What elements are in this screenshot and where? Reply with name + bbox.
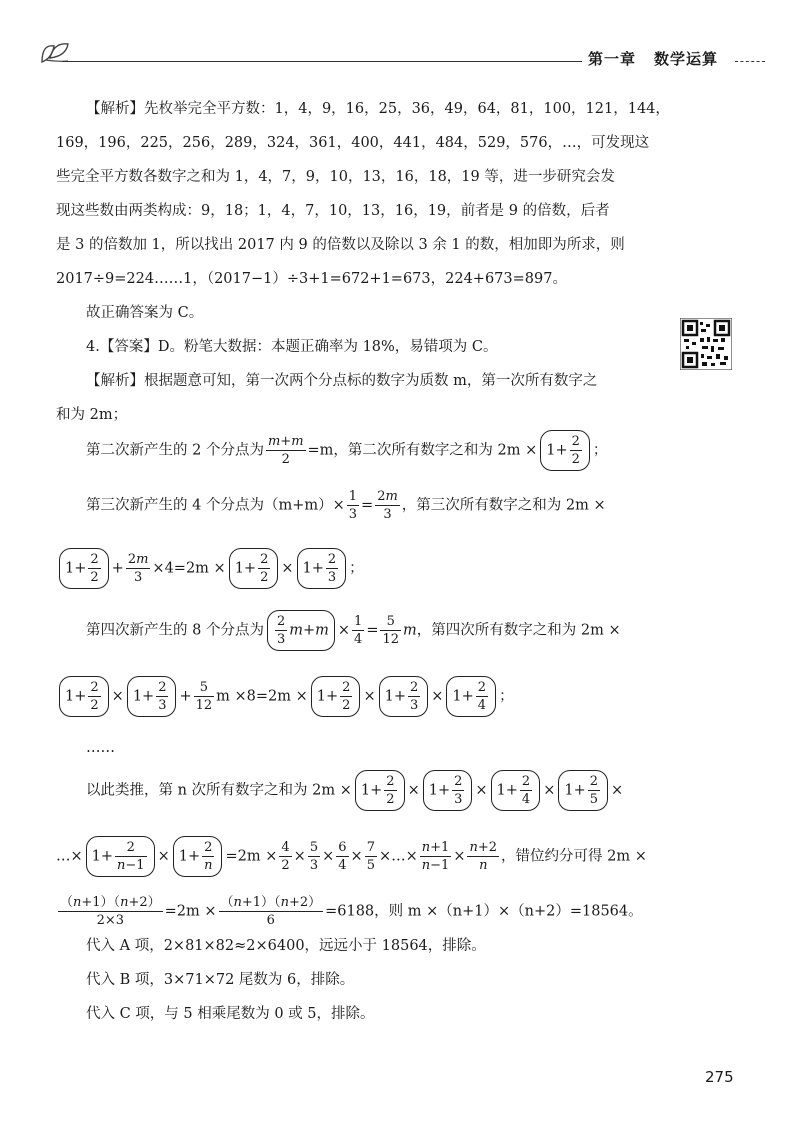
parenthesis-group: 1+ $\frac{2}{3}$ [127, 676, 177, 717]
fraction: $\frac{m+m}{2}$ [267, 434, 304, 467]
math-line-third: 第三次新产生的 4 个分点为（m+m）× $\frac{1}{3}$ = $\frac{2m}{3}$ ，第三次所有数字之和为 2m × [86, 489, 606, 522]
chapter-title [588, 48, 736, 69]
text-span: =6188，则 m ×（n+1）×（n+2）=18564。 [325, 903, 643, 920]
fraction: $\frac{5}{12}$ [195, 680, 213, 713]
text-line: 【解析】根据题意可知，第一次两个分点标的数字为质数 m，第一次所有数字之 [86, 373, 598, 389]
text-line: 和为 2m； [56, 407, 128, 423]
parenthesis-group: 1+ $\frac{2}{2}$ [311, 676, 361, 717]
fraction: $\frac{1}{4}$ [354, 614, 363, 647]
text-span: ，第三次所有数字之和为 2m × [401, 497, 606, 514]
parenthesis-group: 1+ $\frac{2}{3}$ [423, 770, 473, 811]
fraction: $\frac{2m}{3}$ [127, 552, 149, 585]
text-span: ×4=2m × [152, 560, 226, 577]
math-line-final [56, 894, 643, 929]
fraction: $\frac{(n+1)(n+2)}{2\times 3}$ [60, 895, 161, 928]
text-span: 以此类推，第 n 次所有数字之和为 2m × [86, 782, 352, 799]
parenthesis-group: 1+ $\frac{2}{4}$ [446, 676, 496, 717]
text-span: 第二次新产生的 2 个分点为 [86, 442, 264, 459]
qr-code-icon [680, 318, 732, 370]
text-span: m ×8=2m × [216, 688, 308, 705]
chapter-number: 第一章 [588, 50, 637, 68]
fraction: $\frac{5}{12}$ [382, 614, 400, 647]
math-line-second: 第二次新产生的 2 个分点为 $\frac{m+m}{2}$ =m，第二次所有数字之和为 2m × 1+ $\frac{2}{2}$ ； [86, 430, 607, 471]
parenthesis-group: 1+ $\frac{2}{n}$ [173, 836, 223, 877]
text-line: 【解析】先枚举完全平方数：1，4，9，16，25，36，49，64，81，100，121，144， [86, 101, 670, 117]
parenthesis-group: $\frac{2}{3}$ m+m [267, 610, 335, 651]
parenthesis-group: 1+ $\frac{2}{n-1}$ [86, 836, 155, 877]
header-rule-dashed [735, 61, 765, 62]
fraction: $\frac{2m}{3}$ [377, 489, 398, 522]
fraction: $\frac{(n+1)(n+2)}{6}$ [220, 895, 322, 928]
parenthesis-group: 1+ $\frac{2}{5}$ [558, 770, 608, 811]
text-line: 代入 C 项，与 5 相乘尾数为 0 或 5，排除。 [86, 1006, 375, 1022]
page-body [56, 92, 670, 432]
header-rule [62, 61, 582, 62]
text-span: ，错位约分可得 2m × [501, 848, 647, 865]
parenthesis-group: 1+ $\frac{2}{2}$ [229, 548, 279, 589]
parenthesis-group: 1+ $\frac{2}{2}$ [540, 430, 590, 471]
text-span: =m，第二次所有数字之和为 2m × [307, 442, 538, 459]
page-header [0, 0, 800, 80]
text-line: 4.【答案】D。粉笔大数据：本题正确率为 18%，易错项为 C。 [86, 339, 498, 355]
parenthesis-group: 1+ $\frac{2}{4}$ [491, 770, 541, 811]
math-line-third-2: 1+ $\frac{2}{2}$ + $\frac{2m}{3}$ ×4=2m × 1+ $\frac{2}{2}$ × 1+ $\frac{2}{3}$ ； [56, 548, 364, 589]
text-span: =2m × [164, 903, 217, 920]
math-line-nth-2: …× 1+ $\frac{2}{n-1}$ × 1+ $\frac{2}{n}$ =2m × $\frac{4}{2}$ × $\frac{5}{3}$ × $\frac{6}{4}$ × $\frac{7}{5}$ ×…× $\frac{n+1}{n-1}$ × $\frac{n+2}{n}$ ，错位约分可得 2m × [56, 836, 647, 877]
chapter-name: 数学运算 [654, 50, 719, 68]
text-line: 169，196，225，256，289，324，361，400，441，484，529，576，…，可发现这 [56, 135, 650, 151]
text-line: 现这些数由两类构成：9，18；1，4，7，10，13，16，19，前者是 9 的倍数，后者 [56, 203, 610, 219]
text-line: 2017÷9=224……1，（2017−1）÷3+1=672+1=673，224+673=897。 [56, 271, 567, 287]
parenthesis-group: 1+ $\frac{2}{2}$ [59, 548, 109, 589]
text-line: 代入 A 项，2×81×82≈2×6400，远远小于 18564，排除。 [86, 938, 486, 954]
parenthesis-group: 1+ $\frac{2}{2}$ [355, 770, 405, 811]
text-line: 故正确答案为 C。 [86, 305, 204, 321]
parenthesis-group: 1+ $\frac{2}{3}$ [379, 676, 429, 717]
math-line-fourth-2: 1+ $\frac{2}{2}$ × 1+ $\frac{2}{3}$ + $\frac{5}{12}$ m ×8=2m × 1+ $\frac{2}{2}$ × 1+ $\frac{2}{3}$ × 1+ $\frac{2}{4}$ ； [56, 676, 514, 717]
text-line: 些完全平方数各数字之和为 1，4，7，9，10，13，16，18，19 等，进一步研究会发 [56, 169, 615, 185]
text-span: 第三次新产生的 4 个分点为（m+m）× [86, 497, 345, 514]
page-number: 275 [705, 1068, 734, 1086]
math-line-fourth: 第四次新产生的 8 个分点为 $\frac{2}{3}$ m+m × $\frac{1}{4}$ = $\frac{5}{12}$ m，第四次所有数字之和为 2m × [86, 610, 621, 651]
text-span: =2m × [225, 848, 278, 865]
text-line: 是 3 的倍数加 1，所以找出 2017 内 9 的倍数以及除以 3 余 1 的数，相加即为所求，则 [56, 237, 625, 253]
text-span: 第四次新产生的 8 个分点为 [86, 622, 264, 639]
parenthesis-group: 1+ $\frac{2}{2}$ [59, 676, 109, 717]
math-line-nth: 以此类推，第 n 次所有数字之和为 2m × 1+ $\frac{2}{2}$ × 1+ $\frac{2}{3}$ × 1+ $\frac{2}{4}$ × 1+ $\frac{2}{5}$ × [86, 770, 623, 811]
parenthesis-group: 1+ $\frac{2}{3}$ [297, 548, 347, 589]
text-span: ，第四次所有数字之和为 2m × [416, 622, 621, 639]
fraction: $\frac{1}{3}$ [348, 489, 358, 522]
text-line: 代入 B 项，3×71×72 尾数为 6，排除。 [86, 972, 355, 988]
ellipsis-line: …… [86, 740, 115, 756]
